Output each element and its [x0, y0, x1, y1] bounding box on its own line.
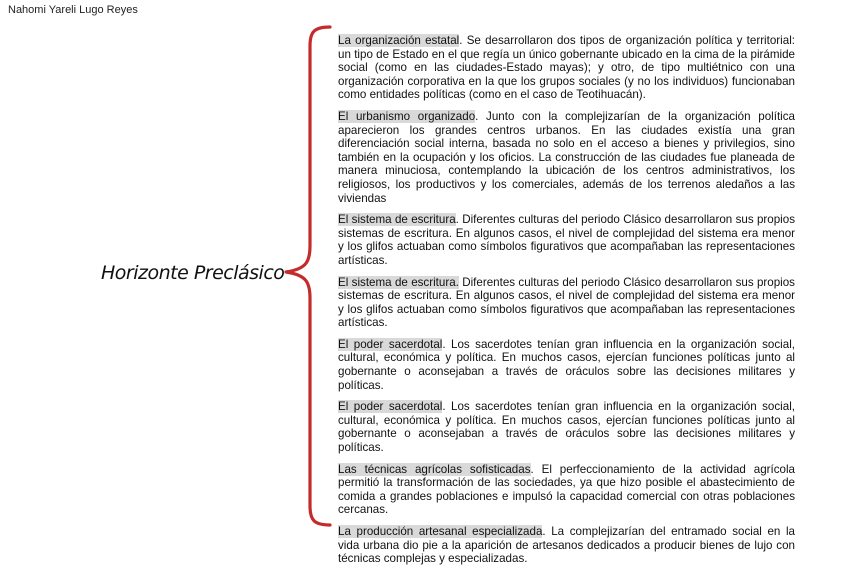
paragraph-body: . Se desarrollaron dos tipos de organización política y territorial: un tipo de Estado en el que regía un único gobernante ubicado en la cima de la pirámide social (como en las ciudades-Estado mayas); y otro, de tipo multiétnico con una organización corporativa en la que los grupos sociales (y no los individuos) funcionaban como entidades políticas (como en el caso de Teotihuacán).	[338, 34, 795, 102]
paragraph-heading: El sistema de escritura.	[338, 275, 459, 289]
paragraph-produccion-artesanal	[338, 525, 795, 566]
paragraph-escritura-2	[338, 276, 795, 330]
paragraph-body: . Junto con la complejizarían de la organización política aparecieron los grandes centros urbanos. En las ciudades existía una gran diferenciación social interna, basada no solo en el acceso a bienes y privilegios, sino también en la ocupación y los oficios. La construcción de las ciudades fue planeada de manera minuciosa, contemplando la ubicación de los centros administrativos, los religiosos, los productivos y los comerciales, además de los terrenos aledaños a las viviendas	[338, 109, 795, 205]
paragraph-body: . Diferentes culturas del periodo Clásico desarrollaron sus propios sistemas de escritura. En algunos casos, el nivel de complejidad del sistema era menor y los glifos actuaban como símbolos figurativos que acompañaban las representaciones artísticas.	[338, 213, 795, 267]
paragraph-body: . La complejizarían del entramado social en la vida urbana dio pie a la aparición de artesanos dedicados a producir bienes de lujo con técnicas complejas y especializadas.	[338, 525, 796, 566]
brace-path	[286, 27, 330, 525]
content-column	[338, 34, 795, 574]
paragraph-heading: La organización estatal	[338, 34, 460, 47]
paragraph-heading: El poder sacerdotal	[338, 400, 443, 414]
paragraph-escritura-1	[338, 213, 795, 267]
paragraph-body: . Los sacerdotes tenían gran influencia en la organización social, cultural, económica y política. En muchos casos, ejercían funciones políticas junto al gobernante o aconsejaban a través de oráculos sobre las decisiones militares y políticas.	[338, 337, 795, 392]
author-name: Nahomi Yareli Lugo Reyes	[8, 4, 138, 16]
paragraph-urbanismo	[338, 110, 795, 205]
paragraph-heading: El urbanismo organizado	[338, 109, 476, 123]
diagram-title: Horizonte Preclásico	[101, 262, 285, 284]
paragraph-organizacion-estatal	[338, 34, 795, 102]
paragraph-body: . El perfeccionamiento de la actividad agrícola permitió la transformación de las sociedades, ya que hizo posible el abastecimiento de comida a grandes poblaciones e impulsó la capacidad comercial con otras poblaciones cercanas.	[338, 462, 795, 517]
paragraph-poder-sacerdotal-2	[338, 400, 795, 454]
paragraph-heading: El sistema de escritura	[338, 213, 456, 227]
curly-brace	[278, 24, 338, 529]
paragraph-poder-sacerdotal-1	[338, 338, 795, 392]
paragraph-body: Diferentes culturas del periodo Clásico desarrollaron sus propios sistemas de escritura. En algunos casos, el nivel de complejidad del sistema era menor y los glifos actuaban como símbolos figurativos que acompañaban las representaciones artísticas.	[338, 275, 795, 330]
paragraph-heading: La producción artesanal especializada	[338, 525, 543, 538]
paragraph-heading: El poder sacerdotal	[338, 337, 443, 351]
paragraph-tecnicas-agricolas	[338, 463, 795, 517]
paragraph-body: . Los sacerdotes tenían gran influencia en la organización social, cultural, económica y política. En muchos casos, ejercían funciones políticas junto al gobernante o aconsejaban a través de oráculos sobre las decisiones militares y políticas.	[338, 400, 795, 455]
paragraph-heading: Las técnicas agrícolas sofisticadas	[338, 462, 531, 476]
